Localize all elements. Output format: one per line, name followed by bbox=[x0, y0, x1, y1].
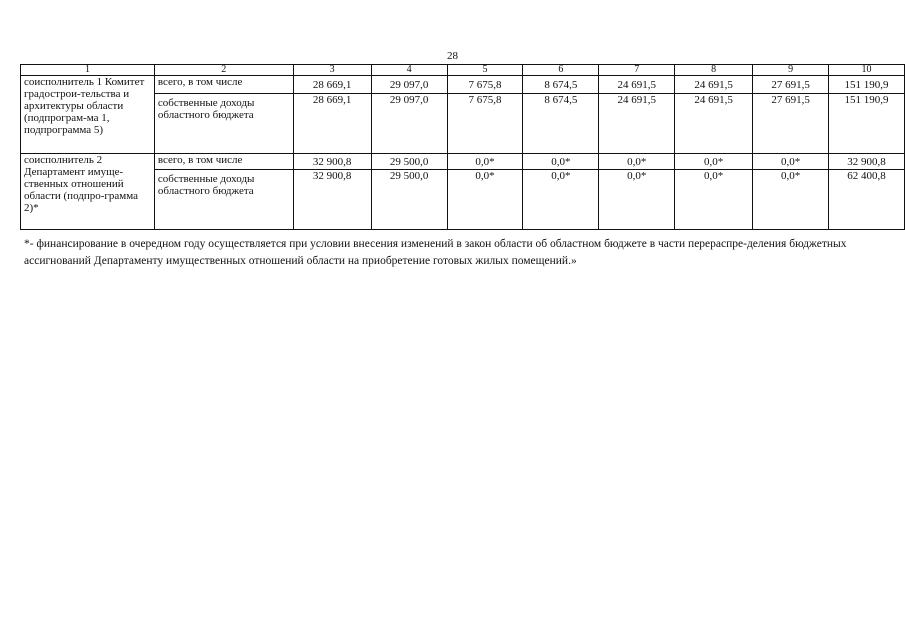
table-cell: 24 691,5 bbox=[675, 94, 753, 154]
table-cell: 32 900,8 bbox=[293, 170, 371, 230]
page-number: 28 bbox=[447, 50, 458, 62]
table-cell: 24 691,5 bbox=[675, 76, 753, 94]
table-cell: 151 190,9 bbox=[829, 94, 905, 154]
column-header: 6 bbox=[523, 65, 599, 76]
table-row bbox=[21, 154, 905, 170]
table-cell: 0,0* bbox=[675, 154, 753, 170]
table-cell: 0,0* bbox=[523, 154, 599, 170]
table-cell: 0,0* bbox=[523, 170, 599, 230]
table-cell: 29 500,0 bbox=[371, 170, 447, 230]
table-cell: 0,0* bbox=[599, 154, 675, 170]
table-cell: 32 900,8 bbox=[293, 154, 371, 170]
table-cell: 27 691,5 bbox=[753, 94, 829, 154]
column-header: 9 bbox=[753, 65, 829, 76]
table-header-row bbox=[21, 65, 905, 76]
table-cell: 0,0* bbox=[447, 154, 523, 170]
column-header: 5 bbox=[447, 65, 523, 76]
table-cell: 28 669,1 bbox=[293, 76, 371, 94]
coexecutor-name: соисполнитель 1 Комитет градострои-тельства и архитектуры области (подпрограм-ма 1, подпрограмма 5) bbox=[21, 76, 155, 154]
table-cell: 8 674,5 bbox=[523, 76, 599, 94]
column-header: 8 bbox=[675, 65, 753, 76]
funding-type: собственные доходы областного бюджета bbox=[154, 170, 293, 230]
table-cell: 62 400,8 bbox=[829, 170, 905, 230]
table-cell: 7 675,8 bbox=[447, 94, 523, 154]
budget-table bbox=[20, 64, 905, 230]
table-cell: 0,0* bbox=[753, 154, 829, 170]
table-cell: 29 097,0 bbox=[371, 76, 447, 94]
table-cell: 24 691,5 bbox=[599, 94, 675, 154]
column-header: 2 bbox=[154, 65, 293, 76]
column-header: 10 bbox=[829, 65, 905, 76]
funding-type: собственные доходы областного бюджета bbox=[154, 94, 293, 154]
table-cell: 29 097,0 bbox=[371, 94, 447, 154]
column-header: 4 bbox=[371, 65, 447, 76]
table-cell: 24 691,5 bbox=[599, 76, 675, 94]
table-cell: 32 900,8 bbox=[829, 154, 905, 170]
footnote: *- финансирование в очередном году осуществляется при условии внесения изменений в закон области об областном бюджете в части перераспре-деления бюджетных ассигнований Департаменту имущественных отношений области на приобретение готовых жилых помещений.» bbox=[24, 238, 847, 267]
column-header: 7 bbox=[599, 65, 675, 76]
table-cell: 28 669,1 bbox=[293, 94, 371, 154]
table-row bbox=[21, 76, 905, 94]
table-cell: 0,0* bbox=[753, 170, 829, 230]
table-cell: 29 500,0 bbox=[371, 154, 447, 170]
column-header: 3 bbox=[293, 65, 371, 76]
table-cell: 0,0* bbox=[599, 170, 675, 230]
table-cell: 8 674,5 bbox=[523, 94, 599, 154]
funding-type: всего, в том числе bbox=[154, 76, 293, 94]
table-cell: 0,0* bbox=[675, 170, 753, 230]
coexecutor-name: соисполнитель 2 Департамент имуще-ственных отношений области (подпро-грамма 2)* bbox=[21, 154, 155, 230]
table-cell: 7 675,8 bbox=[447, 76, 523, 94]
table-cell: 151 190,9 bbox=[829, 76, 905, 94]
table-cell: 0,0* bbox=[447, 170, 523, 230]
column-header: 1 bbox=[21, 65, 155, 76]
table-cell: 27 691,5 bbox=[753, 76, 829, 94]
funding-type: всего, в том числе bbox=[154, 154, 293, 170]
